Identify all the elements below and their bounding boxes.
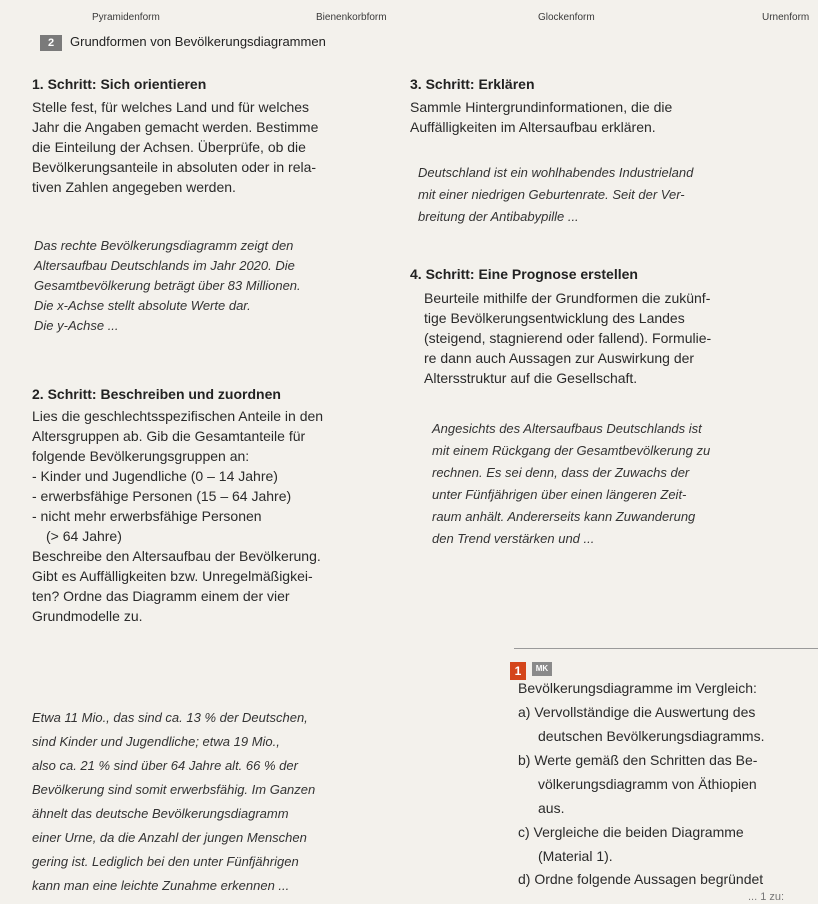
- step2-example-line: einer Urne, da die Anzahl der jungen Menschen: [32, 830, 307, 845]
- section-number: 2: [40, 35, 62, 51]
- step4-example-line: Angesichts des Altersaufbaus Deutschlands ist: [432, 421, 702, 436]
- step4-example-line: rechnen. Es sei denn, dass der Zuwachs der: [432, 465, 690, 480]
- step1-line: Jahr die Angaben gemacht werden. Bestimme: [32, 119, 319, 135]
- step3-example-line: Deutschland ist ein wohlhabendes Industrieland: [418, 165, 694, 180]
- section-title-text: Grundformen von Bevölkerungsdiagrammen: [70, 34, 326, 49]
- step4-text: [424, 288, 711, 388]
- step2-line: folgende Bevölkerungsgruppen an:: [32, 448, 250, 464]
- step4-line: (steigend, stagnierend oder fallend). Formulie-: [424, 330, 712, 346]
- tab-urnenform: Urnenform: [762, 12, 810, 23]
- step4-heading: 4. Schritt: Eine Prognose erstellen: [410, 266, 638, 282]
- step2-example-line: also ca. 21 % sind über 64 Jahre alt. 66 % der: [32, 758, 298, 773]
- step2-example-line: kann man eine leichte Zunahme erkennen ...: [32, 878, 290, 893]
- step4-line: tige Bevölkerungsentwicklung des Landes: [424, 310, 685, 326]
- step3-example-line: mit einer niedrigen Geburtenrate. Seit der Ver-: [418, 187, 685, 202]
- task-text: [518, 676, 784, 904]
- step4-example-line: den Trend verstärken und ...: [432, 531, 595, 546]
- task-line: (Material 1).: [538, 848, 613, 864]
- step1-line: die Einteilung der Achsen. Überprüfe, ob die: [32, 139, 306, 155]
- step2-line: Gibt es Auffälligkeiten bzw. Unregelmäßigkei-: [32, 568, 313, 584]
- step4-line: re dann auch Aussagen zur Auswirkung der: [424, 350, 695, 366]
- step1-example-line: Altersaufbau Deutschlands im Jahr 2020. Die: [34, 258, 295, 273]
- step1-line: Stelle fest, für welches Land und für welches: [32, 99, 310, 115]
- task-line: a) Vervollständige die Auswertung des: [518, 704, 756, 720]
- task-line: aus.: [538, 800, 565, 816]
- step2-example-line: Etwa 11 Mio., das sind ca. 13 % der Deutschen,: [32, 710, 308, 725]
- step2-example-line: ähnelt das deutsche Bevölkerungsdiagramm: [32, 806, 289, 821]
- step4-example-line: raum anhält. Andererseits kann Zuwanderung: [432, 509, 696, 524]
- step2-line: Beschreibe den Altersaufbau der Bevölkerung.: [32, 548, 321, 564]
- step3-line: Auffälligkeiten im Altersaufbau erklären.: [410, 119, 656, 135]
- step4-line: Altersstruktur auf die Gesellschaft.: [424, 370, 638, 386]
- tab-glockenform: Glockenform: [538, 12, 595, 23]
- step2-example-line: Bevölkerung sind somit erwerbsfähig. Im Ganzen: [32, 782, 316, 797]
- task-line: d) Ordne folgende Aussagen begründet: [518, 871, 764, 887]
- step2-text: [32, 406, 323, 626]
- section-title: [40, 34, 326, 51]
- step2-line: ten? Ordne das Diagramm einem der vier: [32, 588, 290, 604]
- step1-line: Bevölkerungsanteile in absoluten oder in rela-: [32, 159, 317, 175]
- step4-line: Beurteile mithilfe der Grundformen die zukünf-: [424, 290, 711, 306]
- step2-line: - erwerbsfähige Personen (15 – 64 Jahre): [32, 488, 292, 504]
- step4-example-line: mit einem Rückgang der Gesamtbevölkerung zu: [432, 443, 711, 458]
- step3-text: [410, 97, 672, 137]
- step2-line: - Kinder und Jugendliche (0 – 14 Jahre): [32, 468, 278, 484]
- task-line: Bevölkerungsdiagramme im Vergleich:: [518, 680, 757, 696]
- tab-bienenkorbform: Bienenkorbform: [316, 12, 387, 23]
- step2-line: (> 64 Jahre): [46, 528, 122, 544]
- tab-pyramidenform: Pyramidenform: [92, 12, 160, 23]
- step2-line: Altersgruppen ab. Gib die Gesamtanteile für: [32, 428, 306, 444]
- task-line: deutschen Bevölkerungsdiagramms.: [538, 728, 765, 744]
- step1-example-line: Das rechte Bevölkerungsdiagramm zeigt den: [34, 238, 294, 253]
- step3-line: Sammle Hintergrundinformationen, die die: [410, 99, 673, 115]
- step2-heading: 2. Schritt: Beschreiben und zuordnen: [32, 386, 281, 402]
- task-line: c) Vergleiche die beiden Diagramme: [518, 824, 744, 840]
- step2-line: Lies die geschlechtsspezifischen Anteile in den: [32, 408, 324, 424]
- step2-line: Grundmodelle zu.: [32, 608, 143, 624]
- step4-example: [432, 418, 710, 550]
- step2-line: - nicht mehr erwerbsfähige Personen: [32, 508, 262, 524]
- step1-example-line: Die x-Achse stellt absolute Werte dar.: [34, 298, 251, 313]
- task-line: ... 1 zu:: [748, 891, 785, 903]
- step2-example-line: sind Kinder und Jugendliche; etwa 19 Mio.,: [32, 734, 280, 749]
- task-line: völkerungsdiagramm von Äthiopien: [538, 776, 757, 792]
- task-divider: [514, 648, 818, 649]
- step1-text: [32, 97, 318, 197]
- mk-badge: MK: [532, 662, 552, 676]
- step3-example: [418, 162, 693, 228]
- task-number-badge: 1: [510, 662, 526, 680]
- step1-line: tiven Zahlen angegeben werden.: [32, 179, 236, 195]
- step1-example-line: Die y-Achse ...: [34, 318, 119, 333]
- step2-example: [32, 706, 315, 898]
- step3-example-line: breitung der Antibabypille ...: [418, 209, 579, 224]
- step4-example-line: unter Fünfjährigen über einen längeren Zeit-: [432, 487, 687, 502]
- step1-example-line: Gesamtbevölkerung beträgt über 83 Millionen.: [34, 278, 301, 293]
- step1-example: [34, 236, 301, 336]
- step3-heading: 3. Schritt: Erklären: [410, 76, 535, 92]
- step1-heading: 1. Schritt: Sich orientieren: [32, 76, 207, 92]
- step2-example-line: gering ist. Lediglich bei den unter Fünfjährigen: [32, 854, 299, 869]
- task-line: b) Werte gemäß den Schritten das Be-: [518, 752, 758, 768]
